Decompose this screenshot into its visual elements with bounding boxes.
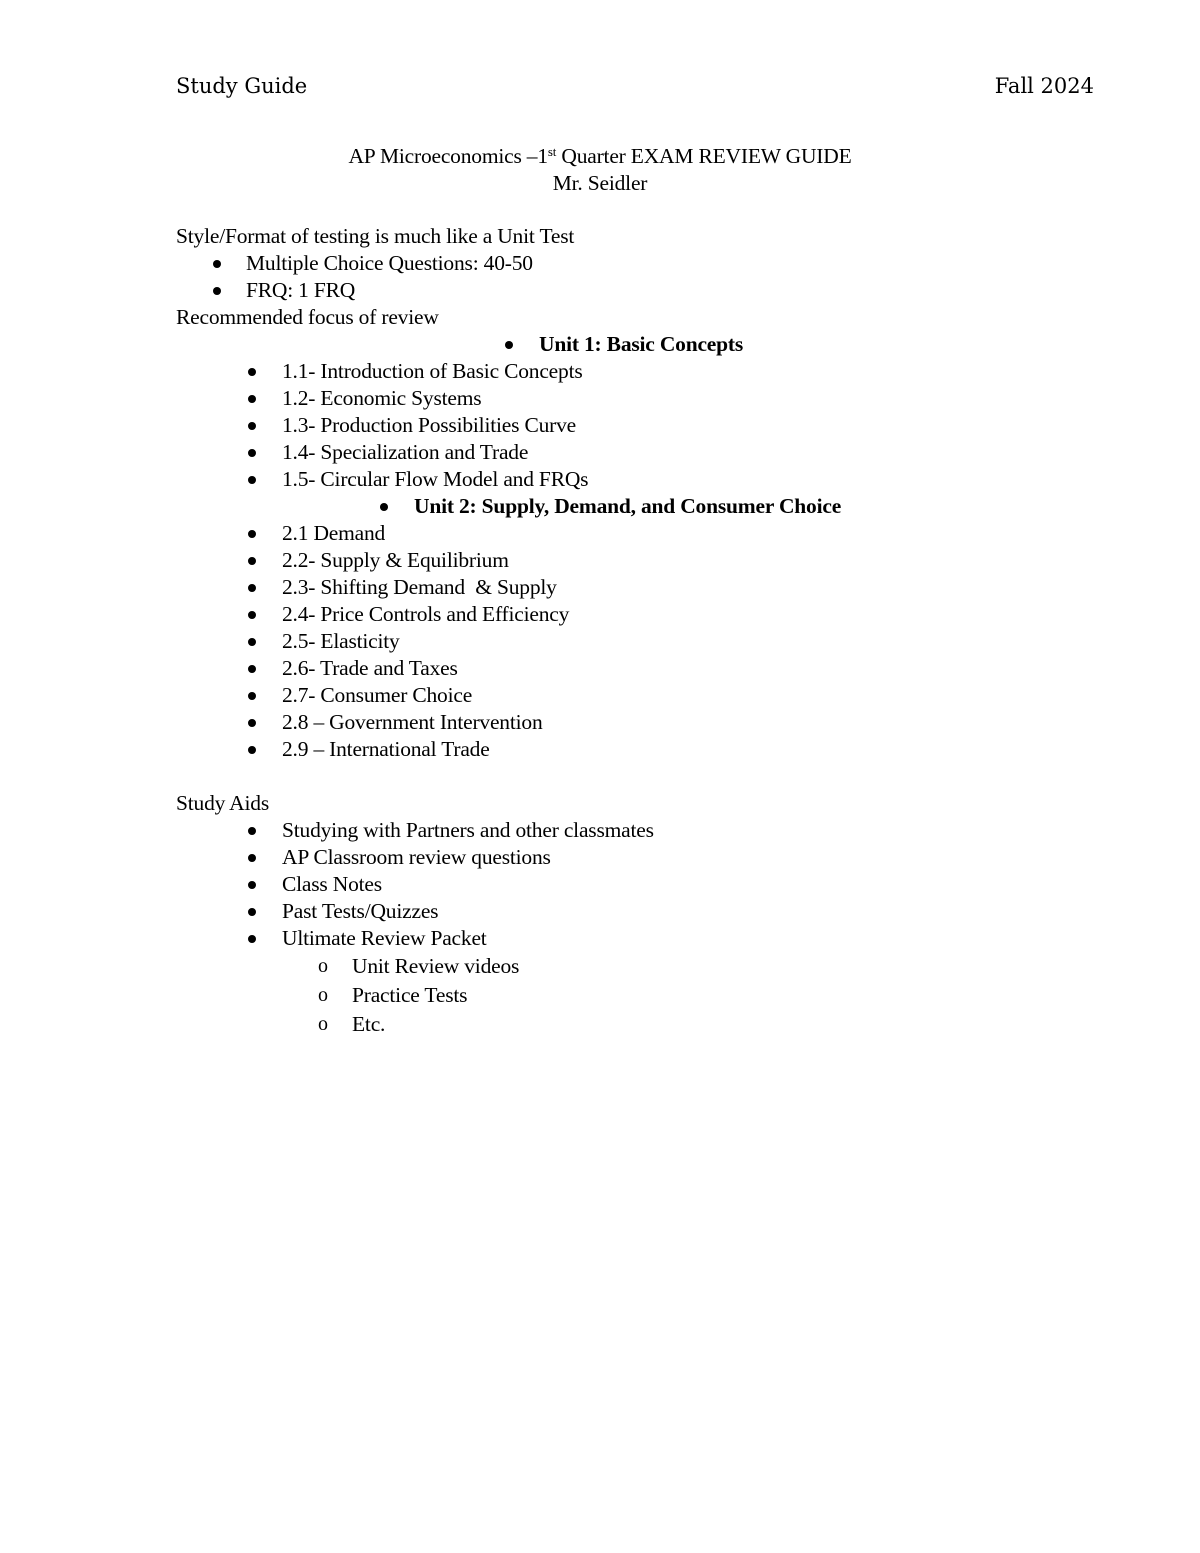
bullet-icon xyxy=(248,557,256,565)
study-aid-text: Class Notes xyxy=(282,872,382,896)
list-item xyxy=(176,655,1116,682)
bullet-icon xyxy=(248,827,256,835)
unit2-title: Unit 2: Supply, Demand, and Consumer Choice xyxy=(414,494,842,518)
unit2-item-text: 2.3- Shifting Demand & Supply xyxy=(282,575,557,599)
bullet-icon xyxy=(213,287,221,295)
title-part-b: Quarter EXAM REVIEW GUIDE xyxy=(556,144,852,168)
list-item xyxy=(176,574,1116,601)
unit2-item-text: 2.6- Trade and Taxes xyxy=(282,656,458,680)
list-item xyxy=(176,547,1116,574)
unit1-title: Unit 1: Basic Concepts xyxy=(539,332,744,356)
list-item xyxy=(176,898,1116,925)
list-item xyxy=(176,736,1116,763)
bullet-icon xyxy=(248,611,256,619)
bullet-icon xyxy=(248,368,256,376)
unit1-heading xyxy=(176,331,1116,358)
list-item xyxy=(176,466,1116,493)
list-item xyxy=(176,844,1116,871)
bullet-icon xyxy=(248,665,256,673)
bullet-icon xyxy=(248,881,256,889)
list-item xyxy=(176,385,1116,412)
unit1-item-text: 1.2- Economic Systems xyxy=(282,386,482,410)
header-left-text: Study Guide xyxy=(176,74,308,98)
list-item xyxy=(176,601,1116,628)
bullet-icon xyxy=(248,935,256,943)
sub-item-text: Practice Tests xyxy=(352,983,468,1007)
list-item xyxy=(176,412,1116,439)
list-item xyxy=(176,925,1116,952)
bullet-icon xyxy=(248,530,256,538)
bullet-icon xyxy=(248,854,256,862)
study-aids-heading-text: Study Aids xyxy=(176,791,269,815)
study-aid-text: AP Classroom review questions xyxy=(282,845,551,869)
unit2-item-text: 2.1 Demand xyxy=(282,521,386,545)
bullet-icon xyxy=(248,638,256,646)
unit2-item-text: 2.9 – International Trade xyxy=(282,737,490,761)
list-item xyxy=(176,682,1116,709)
list-item xyxy=(176,520,1116,547)
teacher-name: Mr. Seidler xyxy=(552,171,648,195)
bullet-icon xyxy=(248,746,256,754)
bullet-icon xyxy=(248,692,256,700)
bullet-icon xyxy=(248,476,256,484)
list-item xyxy=(176,628,1116,655)
study-aid-text: Past Tests/Quizzes xyxy=(282,899,439,923)
bullet-icon xyxy=(248,584,256,592)
focus-heading-text: Recommended focus of review xyxy=(176,305,439,329)
list-item xyxy=(176,871,1116,898)
bullet-icon xyxy=(248,422,256,430)
bullet-icon xyxy=(248,908,256,916)
format-item-text: FRQ: 1 FRQ xyxy=(246,278,356,302)
study-aids-heading xyxy=(176,790,1116,817)
list-item xyxy=(176,439,1116,466)
unit2-item-text: 2.8 – Government Intervention xyxy=(282,710,543,734)
bullet-icon xyxy=(248,449,256,457)
unit1-item-text: 1.3- Production Possibilities Curve xyxy=(282,413,577,437)
list-item xyxy=(176,952,1116,981)
bullet-icon xyxy=(248,395,256,403)
unit2-heading xyxy=(176,493,1116,520)
circle-bullet-icon: o xyxy=(318,1013,328,1035)
title-superscript: st xyxy=(547,143,557,159)
list-item xyxy=(176,1010,1116,1039)
title-part-a: AP Microeconomics –1 xyxy=(348,144,548,168)
format-heading xyxy=(176,223,1116,250)
circle-bullet-icon: o xyxy=(318,955,328,977)
focus-heading xyxy=(176,304,1116,331)
unit1-item-text: 1.4- Specialization and Trade xyxy=(282,440,529,464)
blank-line xyxy=(176,763,1116,790)
document-title xyxy=(0,143,1200,170)
unit1-item-text: 1.1- Introduction of Basic Concepts xyxy=(282,359,583,383)
bullet-icon xyxy=(505,341,513,349)
list-item xyxy=(176,817,1116,844)
unit2-item-text: 2.2- Supply & Equilibrium xyxy=(282,548,509,572)
study-aid-text: Studying with Partners and other classmates xyxy=(282,818,654,842)
bullet-icon xyxy=(248,719,256,727)
format-item-text: Multiple Choice Questions: 40-50 xyxy=(246,251,533,275)
format-heading-text: Style/Format of testing is much like a Unit Test xyxy=(176,224,575,248)
study-aid-text: Ultimate Review Packet xyxy=(282,926,487,950)
list-item xyxy=(176,250,1116,277)
unit1-item-text: 1.5- Circular Flow Model and FRQs xyxy=(282,467,589,491)
bullet-icon xyxy=(380,503,388,511)
bullet-icon xyxy=(213,260,221,268)
unit2-item-text: 2.5- Elasticity xyxy=(282,629,400,653)
list-item xyxy=(176,981,1116,1010)
list-item xyxy=(176,277,1116,304)
document-body xyxy=(176,223,1116,1039)
circle-bullet-icon: o xyxy=(318,984,328,1006)
unit2-item-text: 2.4- Price Controls and Efficiency xyxy=(282,602,570,626)
unit2-item-text: 2.7- Consumer Choice xyxy=(282,683,473,707)
header-right-text: Fall 2024 xyxy=(994,74,1094,98)
list-item xyxy=(176,709,1116,736)
list-item xyxy=(176,358,1116,385)
sub-item-text: Unit Review videos xyxy=(352,954,520,978)
title-block xyxy=(0,143,1200,197)
sub-item-text: Etc. xyxy=(352,1012,386,1036)
